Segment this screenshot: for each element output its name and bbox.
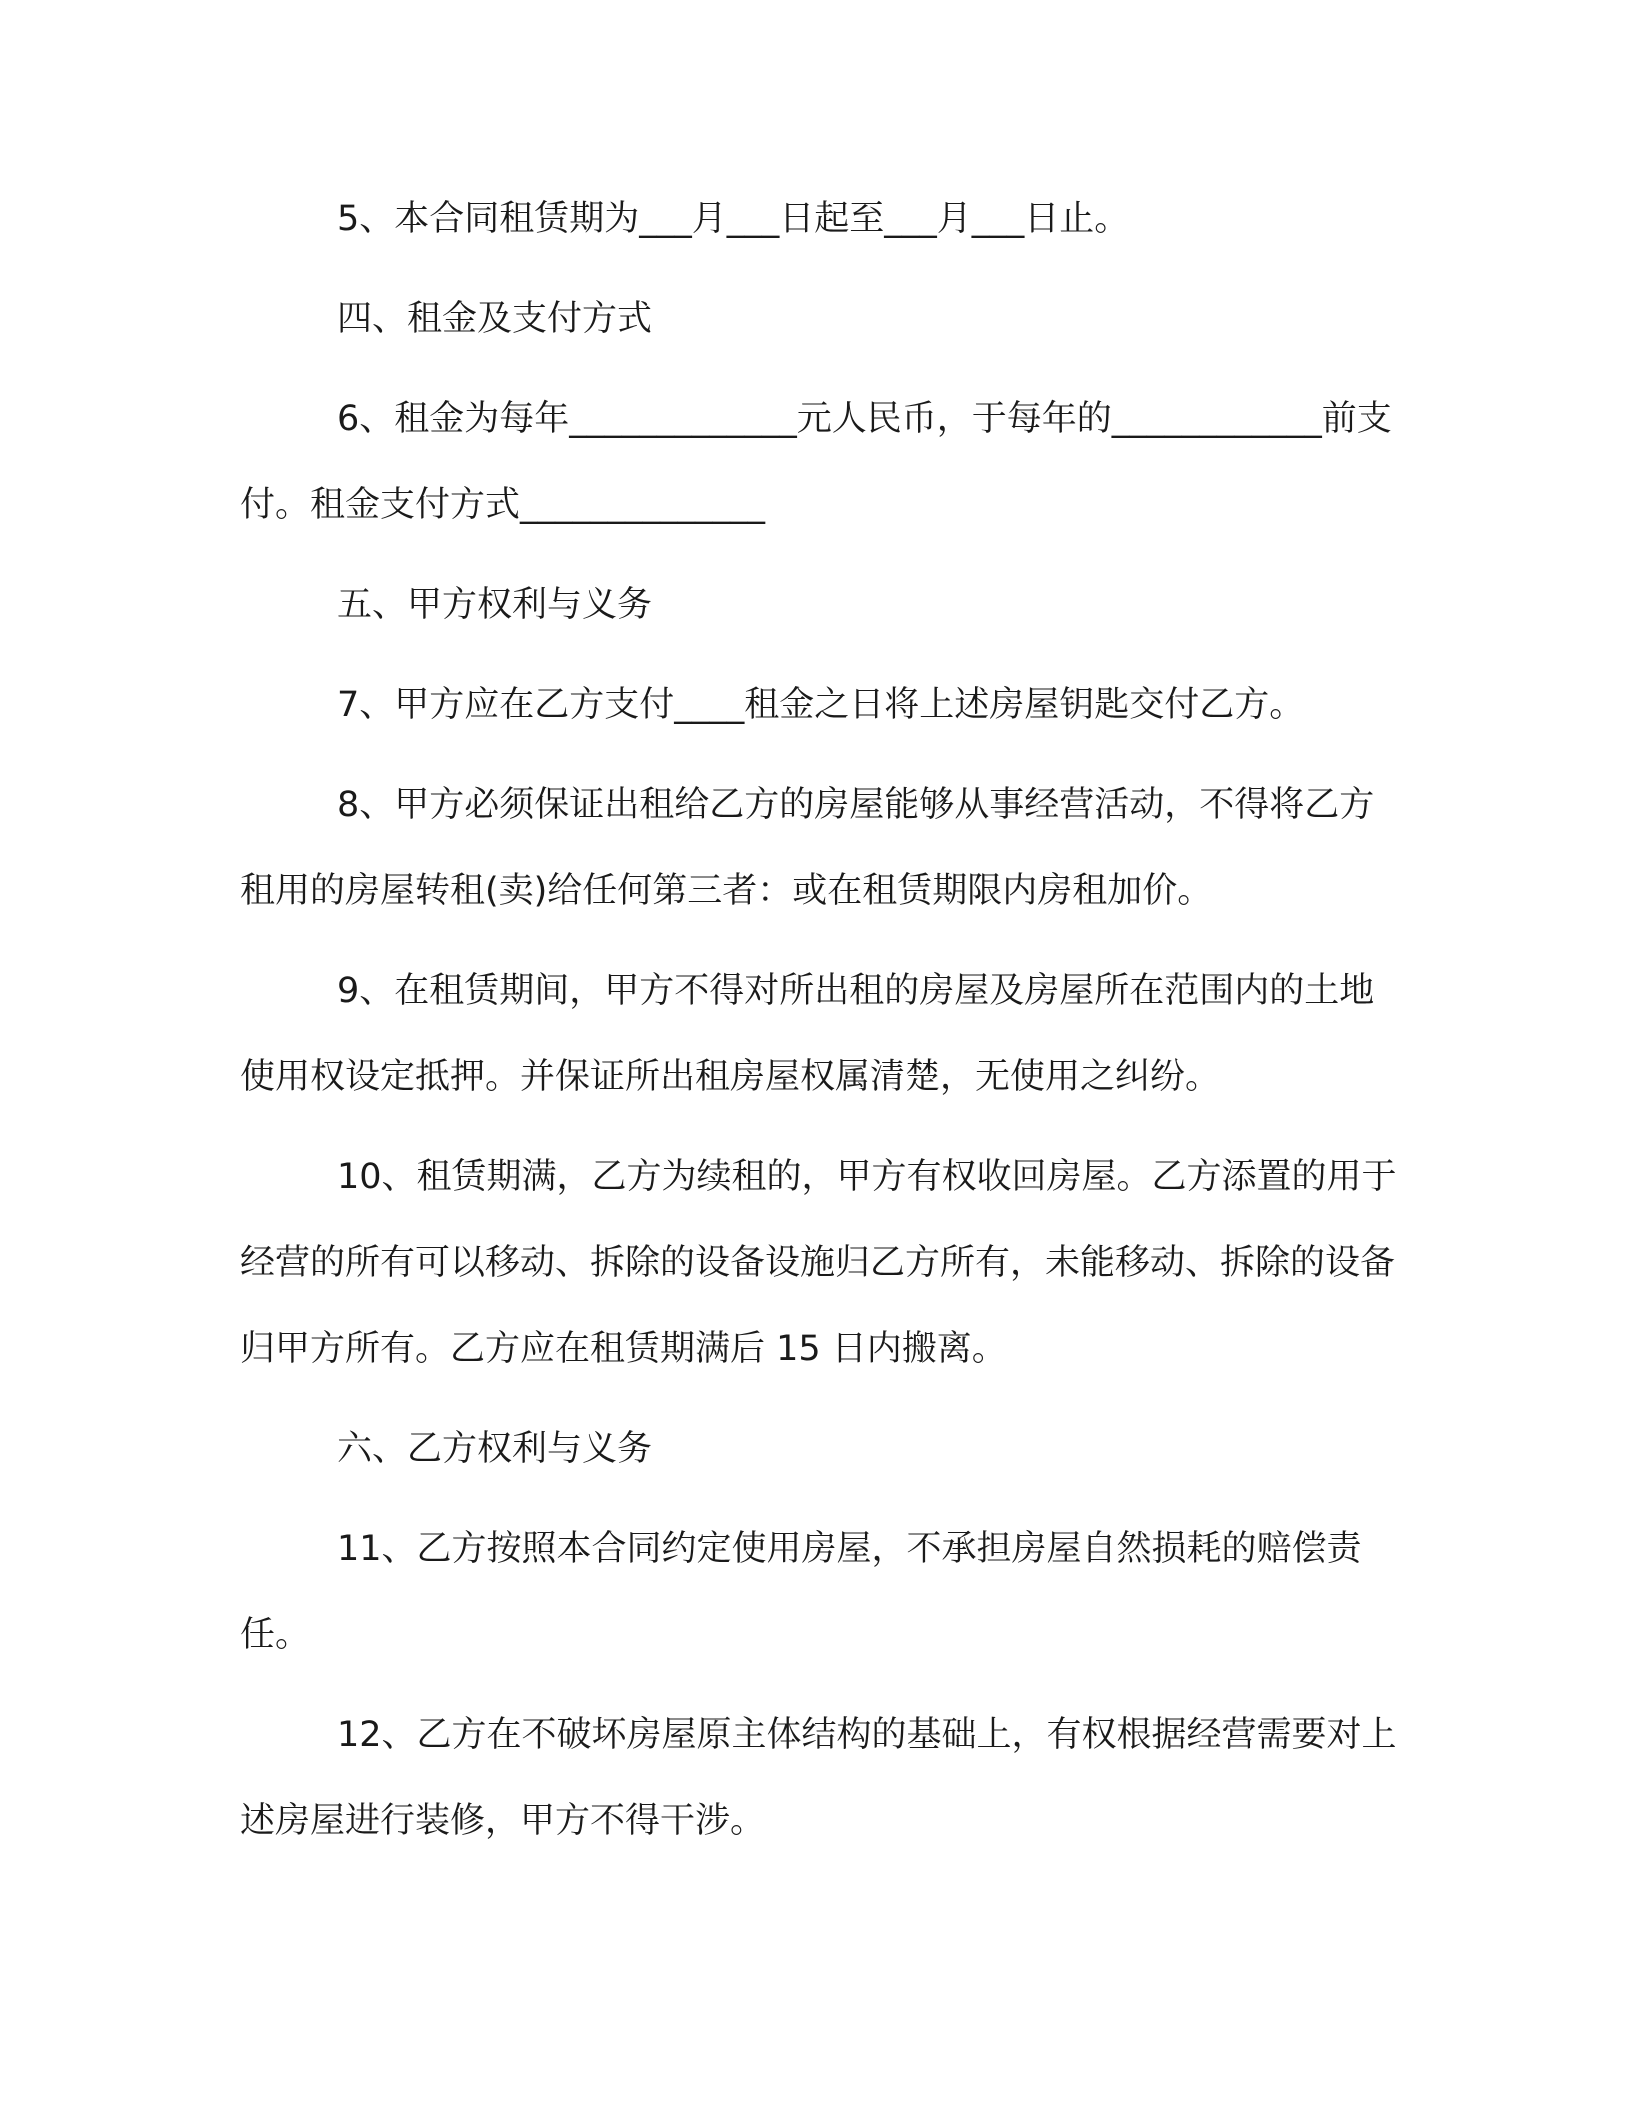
clause-10: 10、租赁期满，乙方为续租的，甲方有权收回房屋。乙方添置的用于经营的所有可以移动、拆除的设备设施归乙方所有，未能移动、拆除的设备归甲方所有。乙方应在租赁期满后 15 日内搬离。	[240, 1157, 1397, 1369]
clause-7: 7、甲方应在乙方支付____租金之日将上述房屋钥匙交付乙方。	[337, 685, 1305, 725]
clause-5: 5、本合同租赁期为___月___日起至___月___日止。	[337, 199, 1130, 239]
clause-12: 12、乙方在不破坏房屋原主体结构的基础上，有权根据经营需要对上述房屋进行装修，甲方不得干涉。	[240, 1715, 1397, 1841]
clause-11: 11、乙方按照本合同约定使用房屋，不承担房屋自然损耗的赔偿责任。	[240, 1529, 1362, 1655]
clause-9: 9、在租赁期间，甲方不得对所出租的房屋及房屋所在范围内的土地使用权设定抵押。并保证所出租房屋权属清楚，无使用之纠纷。	[240, 971, 1375, 1097]
section-heading-party-b: 六、乙方权利与义务	[337, 1429, 653, 1469]
section-heading-party-a: 五、甲方权利与义务	[337, 585, 653, 625]
clause-8: 8、甲方必须保证出租给乙方的房屋能够从事经营活动，不得将乙方租用的房屋转租(卖)给任何第三者：或在租赁期限内房租加价。	[240, 785, 1375, 911]
clause-6: 6、租金为每年_____________元人民币，于每年的____________前支付。租金支付方式______________	[240, 399, 1392, 525]
section-heading-rent-payment: 四、租金及支付方式	[337, 299, 653, 339]
document-body	[240, 176, 1400, 1878]
